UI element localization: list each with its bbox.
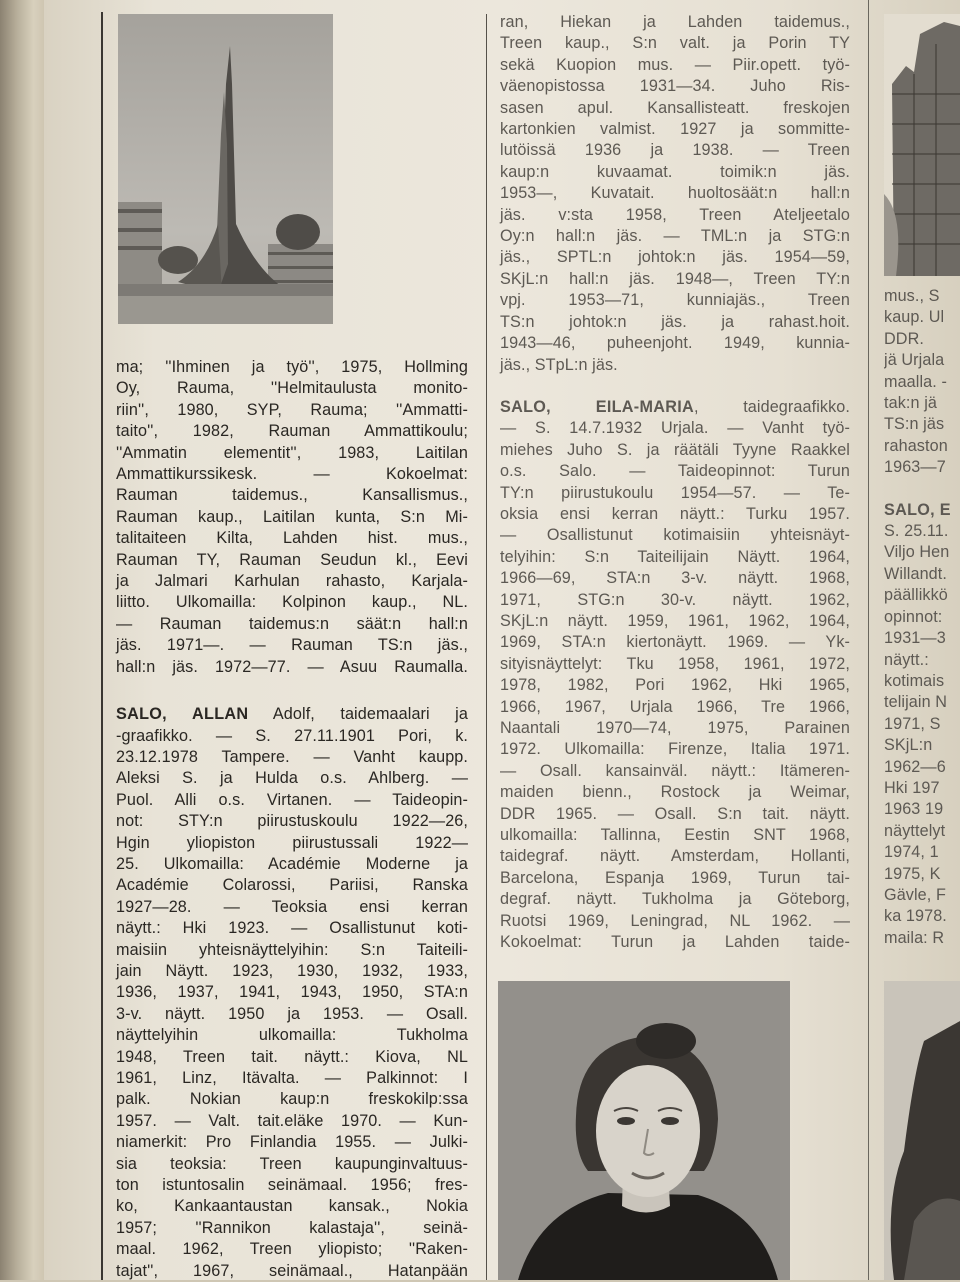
text-line: oksia ensi kerran näytt.: Turku 1957. xyxy=(500,504,850,523)
text-line: kartonkien valmist. 1927 ja sommitte- xyxy=(500,120,850,139)
text-line: ko, Kankaantaustan kansak., Nokia xyxy=(116,1197,468,1216)
text-line: Viljo Hen xyxy=(884,543,950,562)
text-line: lutöissä 1936 ja 1938. — Treen xyxy=(500,141,850,160)
text-line: Kokoelmat: Turun ja Lahden taide- xyxy=(500,933,850,952)
text-line: Aleksi S. ja Hulda o.s. Ahlberg. — xyxy=(116,769,468,788)
text-line: Treen kaup., S:n valt. ja Porin TY xyxy=(500,34,850,53)
entry-heading: SALO, E xyxy=(884,500,951,519)
text-line: Willandt. xyxy=(884,564,947,583)
text-line: maisiin yhteisnäyttelyihin: S:n Taiteili- xyxy=(116,940,468,959)
text-line: SKjL:n hall:n jäs. 1948—, Treen TY:n xyxy=(500,269,850,288)
text-line: 1969, STA:n kiertonäytt. 1969. — Yk- xyxy=(500,633,850,652)
text-line: maiden bienn., Rostock ja Weimar, xyxy=(500,783,850,802)
text-line: o.s. Salo. — Taideopinnot: Turun xyxy=(500,462,850,481)
text-line: jäs., SPTL:n johtok:n jäs. 1954—59, xyxy=(500,248,850,267)
text-line: näytt.: xyxy=(884,650,929,669)
column-rule-left xyxy=(101,12,103,1280)
text-line: DDR 1965. — Osall. S:n tait. näytt. xyxy=(500,804,850,823)
text-line: Oy:n hall:n jäs. — TML:n ja STG:n xyxy=(500,227,850,246)
text-line: 1961, Linz, Itävalta. — Palkinnot: I xyxy=(116,1069,468,1087)
entry-first-line xyxy=(500,397,850,418)
text-line: SKjL:n xyxy=(884,736,933,755)
text-line: — S. 14.7.1932 Urjala. — Vanht työ- xyxy=(500,419,850,438)
text-line: jäs. 1971—. — Rauman TS:n jäs., xyxy=(116,636,468,655)
text-line: ran, Hiekan ja Lahden taidemus., xyxy=(500,13,850,31)
text-line: niamerkit: Pro Finlandia 1955. — Julki- xyxy=(116,1133,468,1152)
text-line: -graafikko. — S. 27.11.1901 Pori, k. xyxy=(116,726,468,745)
text-line: TS:n jäs xyxy=(884,415,945,434)
text-line: opinnot: xyxy=(884,607,943,626)
text-line: 1975, K xyxy=(884,864,941,883)
text-line: ton istuntosalin seinämaal. 1956; fres- xyxy=(116,1176,468,1195)
text-line: liitto. Ulkomailla: Kolpinon kaup., NL. xyxy=(116,593,468,612)
text-line: näytt.: Hki 1923. — Osallistunut koti- xyxy=(116,919,468,938)
text-line: ja Jalmari Karhulan rahasto, Karjala- xyxy=(116,572,468,591)
text-line: maal. 1962, Treen yliopisto; ''Raken- xyxy=(116,1240,468,1259)
text-line: TY:n piirustukoulu 1954—57. — Te- xyxy=(500,483,850,502)
text-line: TS:n johtok:n jäs. ja rahast.hoit. xyxy=(500,312,850,331)
building-illustration xyxy=(884,14,960,276)
portrait-photo xyxy=(498,981,790,1280)
text-line: Barcelona, Espanja 1969, Turun tai- xyxy=(500,868,850,887)
text-line: väenopistossa 1931—34. Juho Ris- xyxy=(500,77,850,96)
text-line: näyttelyihin ulkomailla: Tukholma xyxy=(116,1026,468,1045)
column-3 xyxy=(884,286,960,949)
text-line: sia teoksia: Treen kaupunginvaltuus- xyxy=(116,1154,468,1173)
text-line: 1963 19 xyxy=(884,800,944,819)
text-line: maalla. - xyxy=(884,372,947,391)
text-line: 1953—, Kuvatait. huoltosäät:n hall:n xyxy=(500,184,850,203)
text-line: tajat'', 1967, seinämaal., Hatanpään xyxy=(116,1261,468,1280)
text-line: vpj. 1953—71, kunniajäs., Treen xyxy=(500,291,850,310)
text-line: 1962—6 xyxy=(884,757,946,776)
text-line: telijain N xyxy=(884,693,948,712)
book-binding xyxy=(0,0,48,1280)
text-line: kaup. Ul xyxy=(884,308,945,327)
text-line: DDR. xyxy=(884,329,924,348)
entry-heading-rest: , taidegraafikko. xyxy=(694,397,850,416)
entry-heading: SALO, EILA-MARIA xyxy=(500,397,695,416)
text-line: SKjL:n näytt. 1959, 1961, 1962, 1964, xyxy=(500,611,850,630)
column-rule-right xyxy=(868,0,869,1280)
text-line: 1927—28. — Teoksia ensi kerran xyxy=(116,897,468,916)
text-line: jäs., STpL:n jäs. xyxy=(500,355,618,374)
text-line: hall:n jäs. 1972—77. — Asuu Raumalla. xyxy=(116,657,468,676)
text-line: palk. Nokian kaup:n freskokilp:ssa xyxy=(116,1090,468,1109)
monument-photo xyxy=(118,14,333,324)
text-line: Oy, Rauma, ''Helmitaulusta monito- xyxy=(116,379,468,398)
text-line: Gävle, F xyxy=(884,885,946,904)
column-2 xyxy=(500,12,850,953)
text-line: sekä Kuopion mus. — Piir.opett. työ- xyxy=(500,55,850,74)
entry-first-line xyxy=(116,704,468,725)
text-line: ma; ''Ihminen ja työ'', 1975, Hollming xyxy=(116,358,468,376)
text-line: 1957. — Valt. tait.eläke 1970. — Kun- xyxy=(116,1111,468,1130)
text-line: — Rauman taidemus:n säät:n hall:n xyxy=(116,614,468,633)
text-line: 1972. Ulkomailla: Firenze, Italia 1971. xyxy=(500,740,850,759)
text-line: 3-v. näytt. 1950 ja 1953. — Osall. xyxy=(116,1004,468,1023)
text-line: miehes Juho S. ja räätäli Tyyne Raakkel xyxy=(500,440,850,459)
text-line: not: STY:n piirustuskoulu 1922—26, xyxy=(116,812,468,831)
text-line: Puol. Alli o.s. Virtanen. — Taideopin- xyxy=(116,790,468,809)
text-line: Académie Colarossi, Pariisi, Ranska xyxy=(116,876,468,895)
text-line: Rauman taidemus., Kansallismus., xyxy=(116,486,468,505)
text-line: taito'', 1982, Rauman Ammattikoulu; xyxy=(116,422,468,441)
entry-heading-rest: Adolf, taidemaalari ja xyxy=(248,705,468,724)
text-line: 23.12.1978 Tampere. — Vanht kaupp. xyxy=(116,747,468,766)
text-line: päällikkö xyxy=(884,586,948,605)
text-line: maila: R xyxy=(884,928,945,947)
text-line: Naantali 1970—74, 1975, Parainen xyxy=(500,719,850,737)
text-line: degraf. näytt. Tukholma ja Göteborg, xyxy=(500,890,850,909)
text-line: — Osall. kansainväl. näytt.: Itämeren- xyxy=(500,761,850,780)
text-line: 1957; ''Rannikon kalastaja'', seinä- xyxy=(116,1218,468,1237)
text-line: taidegraf. näytt. Amsterdam, Hollanti, xyxy=(500,847,850,866)
text-line: näyttelyt xyxy=(884,821,946,840)
text-line: 1943—46, puheenjoht. 1949, kunnia- xyxy=(500,334,850,353)
text-line: 1948, Treen tait. näytt.: Kiova, NL xyxy=(116,1047,468,1066)
text-line: 1931—3 xyxy=(884,629,946,648)
text-line: 1963—7 xyxy=(884,458,946,477)
text-line: 1936, 1937, 1941, 1943, 1950, STA:n xyxy=(116,983,468,1002)
text-line: kaup:n kuvaamat. toimik:n jäs. xyxy=(500,162,850,181)
text-line: jäs. v:sta 1958, Treen Ateljeetalo xyxy=(500,205,850,224)
text-line: mus., S xyxy=(884,287,940,305)
portrait-photo-right xyxy=(884,981,960,1280)
text-line: sityisnäyttelyt: Tku 1958, 1961, 1972, xyxy=(500,654,850,673)
text-line: 1978, 1982, Pori 1962, Hki 1965, xyxy=(500,676,850,695)
text-line: 1966—69, STA:n 3-v. näytt. 1968, xyxy=(500,569,850,588)
text-line: 1974, 1 xyxy=(884,843,939,862)
text-line: tak:n jä xyxy=(884,394,937,413)
text-line: Rauman TY, Rauman Seudun kl., Eevi xyxy=(116,550,468,569)
text-line: talitaiteen Kilta, Lahden hist. mus., xyxy=(116,529,468,548)
entry-heading: SALO, ALLAN xyxy=(116,705,249,724)
text-line: sasen apul. Kansallisteatt. freskojen xyxy=(500,98,850,117)
text-line: rahaston xyxy=(884,436,948,455)
text-line: Hgin yliopiston piirustussali 1922— xyxy=(116,833,468,852)
text-line: Rauman kaup., Laitilan kunta, S:n Mi- xyxy=(116,507,468,526)
column-rule-middle xyxy=(486,14,487,1280)
text-line: telyihin: S:n Taiteilijain Näytt. 1964, xyxy=(500,547,850,566)
text-line: ulkomailla: Tallinna, Eestin SNT 1968, xyxy=(500,826,850,845)
text-line: 1971, S xyxy=(884,714,941,733)
text-line: kotimais xyxy=(884,671,945,690)
text-line: 1971, STG:n 30-v. näytt. 1962, xyxy=(500,590,850,609)
text-line: jä Urjala xyxy=(884,351,945,370)
column-1 xyxy=(116,357,468,1282)
text-line: riin'', 1980, SYP, Rauma; ''Ammatti- xyxy=(116,400,468,419)
text-line: 1966, 1967, Urjala 1966, Tre 1966, xyxy=(500,697,850,716)
text-line: — Osallistunut kotimaisiin yhteisnäyt- xyxy=(500,526,850,545)
text-line: S. 25.11. xyxy=(884,522,949,541)
text-line: 25. Ulkomailla: Académie Moderne ja xyxy=(116,854,468,873)
text-line: Hki 197 xyxy=(884,778,940,797)
text-line: Ammattikurssikesk. — Kokoelmat: xyxy=(116,465,468,484)
text-line: Ruotsi 1969, Leningrad, NL 1962. — xyxy=(500,911,850,930)
text-line: jain Näytt. 1923, 1930, 1932, 1933, xyxy=(116,961,468,980)
text-line: ka 1978. xyxy=(884,907,947,926)
text-line: ''Ammatin elementit'', 1983, Laitilan xyxy=(116,443,468,462)
